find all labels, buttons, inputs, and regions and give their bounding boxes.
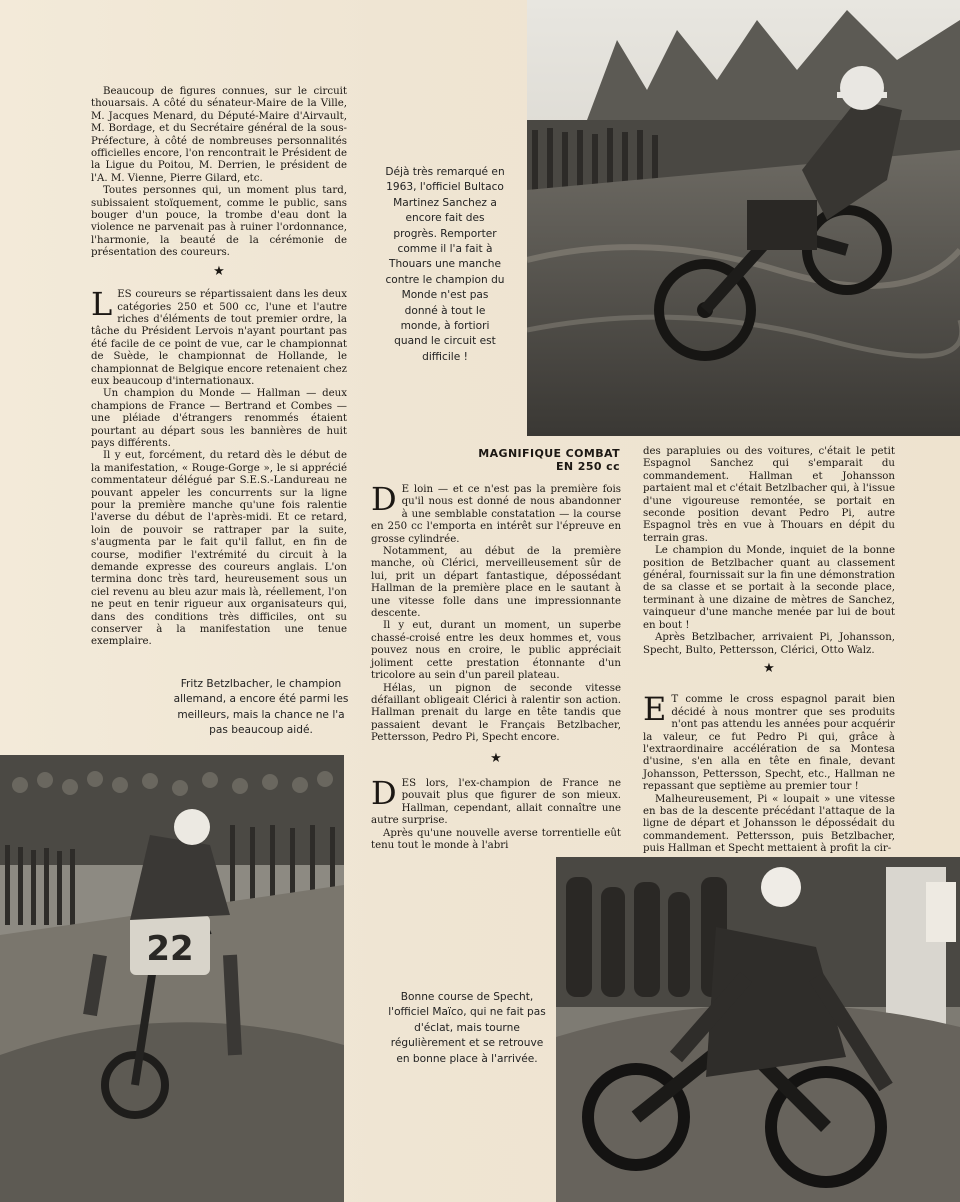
paragraph: Après Betzlbacher, arrivaient Pi, Johansson, Specht, Bulto, Pettersson, Clérici, Otto Walz. xyxy=(643,632,895,656)
star-divider: ★ xyxy=(213,263,225,279)
drop-cap: E xyxy=(643,690,667,729)
photo-sanchez xyxy=(527,0,960,436)
paragraph: Le champion du Monde, inquiet de la bonne position de Betzlbacher quant au classement général, fournissait sur la fin une démonstration de sa classe et se portait à la seconde place, terminant à une dizaine de mètres de Sanchez, vainqueur d'une manche menée par lui de bout en bout ! xyxy=(643,545,895,631)
photo-betzlbacher xyxy=(0,755,344,1202)
paragraph: E T comme le cross espagnol parait bien décidé à nous montrer que ses produits n'ont pas attendu les années pour acquérir la valeur, ce fut Pedro Pi qui, grâce à l'extraordinaire accélération de sa Montesa d'usine, s'en alla en tête en finale, devant Johansson, Pettersson, Specht, etc., Hallman ne repassant que septième au premier tour ! xyxy=(643,690,895,793)
paragraph: Après qu'une nouvelle averse torrentielle eût tenu tout le monde à l'abri xyxy=(371,827,621,851)
paragraph: DES lors, l'ex-champion de France ne pouvait plus que figurer de son mieux. Hallman, cependant, allait connaître une autre surprise. xyxy=(371,773,621,827)
heading-line-1: MAGNIFIQUE COMBAT xyxy=(478,447,620,460)
number-plate: 22 xyxy=(146,929,194,969)
paragraph: des parapluies ou des voitures, c'était le petit Espagnol Sanchez qui s'emparait du commandement. Hallman et Johansson partaient mal et c'était Betzlbacher qui, à l'issue d'une vigoureuse remontée, se portait en seconde position devant Pedro Pi, autre Espagnol très en vue à Thouars en dépit du terrain gras. xyxy=(643,446,895,544)
drop-cap: D xyxy=(371,480,397,518)
drop-cap: L xyxy=(91,285,113,324)
paragraph: Malheureusement, Pi « loupait » une vitesse en bas de la descente précédant l'attaque de la ligne de départ et Johansson le dépossédait du commandement. Pettersson, puis Betzlbacher, puis Hallman et Specht mettaient à profit la cir- xyxy=(643,793,895,855)
paragraph: D E loin — et ce n'est pas la première fois qu'il nous est donné de nous abandonner à une semblable constatation — la course en 250 cc l'emporta en intérêt sur l'épreuve en grosse cylindrée. xyxy=(371,480,621,545)
paragraph: LES coureurs se répartissaient dans les deux catégories 250 et 500 cc, l'une et l'autre riches d'éléments de tout premier ordre, la tâche du Président Lervois n'ayant pourtant pas été facile de ce point de vue, car le championnat de Suède, le championnat de Hollande, le championnat de Belgique encore retenaient chez eux beaucoup d'internationaux. xyxy=(91,285,347,387)
paragraph: Il y eut, forcément, du retard dès le début de la manifestation, « Rouge-Gorge », le si apprécié commentateur délégué par S.E.S.-Landureau ne pouvant appeler les concurrents sur la ligne pour la première manche qu'une fois ralentie l'averse du début de l'après-midi. Et ce retard, loin de pouvoir se rattraper par la suite, s'augmenta par le fait qu'il fallut, en fin de course, modifier l'extrémité du circuit à la demande expresse des coureurs anglais. L'on termina donc très tard, heureusement sous un ciel revenu au bleu azur mais là, réellement, l'on ne peut en tenir rigueur aux organisateurs qui, dans des conditions très difficiles, ont su conserver à la manifestation une tenue exemplaire. xyxy=(91,450,347,648)
paragraph: Toutes personnes qui, un moment plus tard, subissaient stoïquement, comme le public, sans bouger d'un pouce, la trombe d'eau dont la violence ne parvenait pas à ruiner l'ordonnance, l'harmonie, la beauté de la cérémonie de présentation des coureurs. xyxy=(91,185,347,259)
paragraph: Un champion du Monde — Hallman — deux champions de France — Bertrand et Combes — une pléiade d'étrangers renommés étaient pourtant au départ sous les bannières de huit pays différents. xyxy=(91,388,347,449)
paragraph: Notamment, au début de la première manche, où Clérici, merveilleusement sûr de lui, prit un départ fantastique, dépossédant Hallman de la première place en le sautant à une vitesse folle dans une impressionnante descente. xyxy=(371,546,621,620)
caption-specht: Bonne course de Specht, l'officiel Maïco, qui ne fait pas d'éclat, mais tourne régulièrement et se retrouve en bonne place à l'arrivée. xyxy=(388,991,546,1065)
star-divider: ★ xyxy=(763,660,775,676)
column-left xyxy=(91,86,347,649)
caption-betzlbacher: Fritz Betzlbacher, le champion allemand, a encore été parmi les meilleurs, mais la chance ne l'a pas beaucoup aidé. xyxy=(173,678,349,737)
column-middle xyxy=(371,480,621,852)
photo-specht xyxy=(556,857,960,1202)
star-divider: ★ xyxy=(490,750,502,766)
paragraph: Il y eut, durant un moment, un superbe chassé-croisé entre les deux hommes et, vous pouvez nous en croire, le public appréciait joliment cette prestation étonnante d'un tricolore au sein d'un pareil plateau. xyxy=(371,620,621,682)
heading-line-2: EN 250 cc xyxy=(556,460,620,473)
paragraph: Beaucoup de figures connues, sur le circuit thouarsais. A côté du sénateur-Maire de la Ville, M. Jacques Menard, du Député-Maire d'Airvault, M. Bordage, et du Secrétaire général de la sous-Préfecture, à côté de nombreuses personnalités officielles encore, l'on rencontrait le Président de la Ligue du Poitou, M. Derrien, le président de l'A. M. Vienne, Pierre Gilard, etc. xyxy=(91,86,347,184)
paragraph: Hélas, un pignon de seconde vitesse défaillant obligeait Clérici à ralentir son action. Hallman prenait du large en tête tandis que passaient devant le Français Betzlbacher, Pettersson, Pedro Pi, Specht encore. xyxy=(371,682,621,744)
column-right xyxy=(643,446,895,856)
drop-cap: D xyxy=(371,773,397,812)
section-heading xyxy=(410,447,620,473)
caption-sanchez: Déjà très remarqué en 1963, l'officiel Bultaco Martinez Sanchez a encore fait des progrès. Remporter comme il l'a fait à Thouars une manche contre le champion du Monde n'est pas donné à tout le monde, à fortiori quand le circuit est difficile ! xyxy=(385,166,505,363)
